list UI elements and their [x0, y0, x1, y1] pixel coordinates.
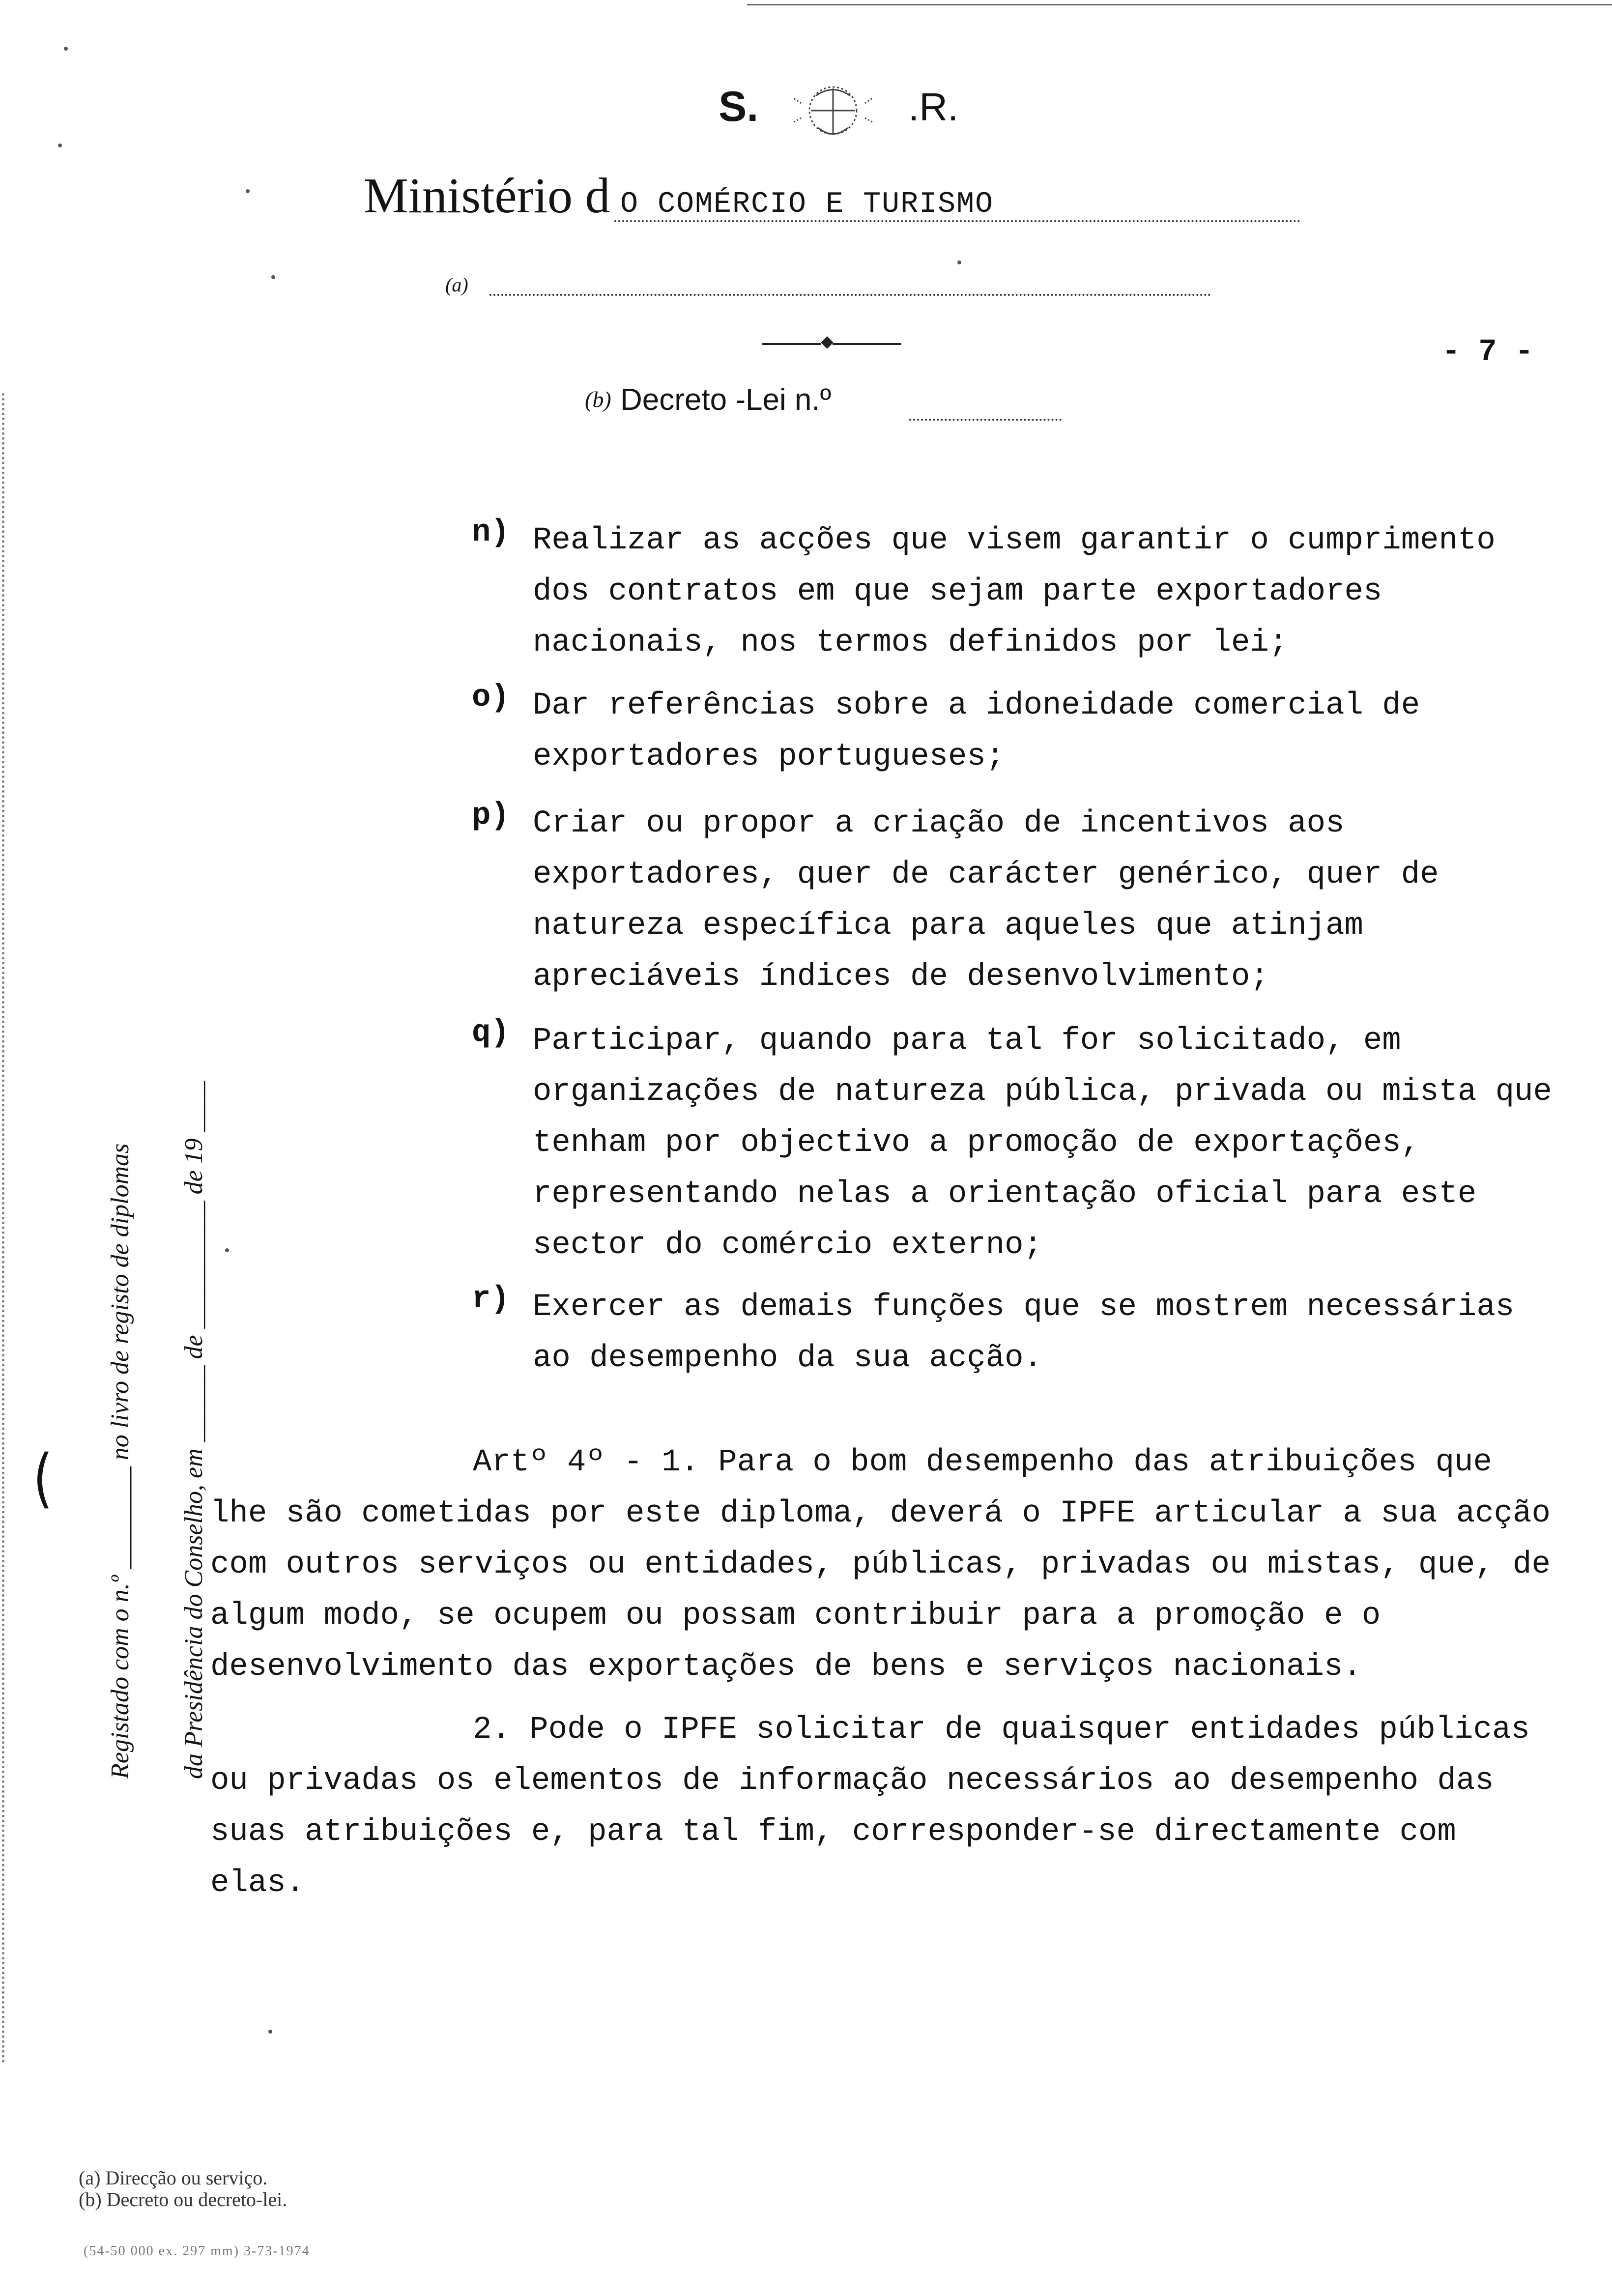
- left-border: [2, 393, 7, 2064]
- divider: [762, 343, 821, 345]
- decree-label: Decreto -Lei n.º: [620, 383, 832, 417]
- article-paragraph-1: Artº 4º - 1. Para o bom desempenho das atribuições que lhe são cometidas por este diploma, deverá o IPFE articular a sua acção com outros serviços ou entidades, públicas, privadas ou mistas, que, de algum modo, se ocupem ou possam contribuir para a promoção e o desenvolvimento das exportações de bens e serviços nacionais.: [210, 1445, 1551, 1685]
- coat-of-arms-icon: [781, 69, 885, 152]
- item-text: Participar, quando para tal for solicitado, em organizações de natureza pública, privada ou mista que tenham por objectivo a promoção de exportações, representando nelas a orientação oficial para este sector do comércio externo;: [533, 1023, 1552, 1263]
- footnote-b: (b) Decreto ou decreto-lei.: [79, 2188, 288, 2210]
- side-note-line-2: da Presidência do Conselho, em ______ de __________ de 19 ____: [180, 1081, 208, 1779]
- a-dotted-line: [489, 294, 1211, 296]
- item-text: Criar ou propor a criação de incentivos aos exportadores, quer de carácter genérico, quer de natureza específica para aqueles que atinjam apreciáveis índices de desenvolvimento;: [533, 806, 1439, 995]
- item-text: Exercer as demais funções que se mostrem necessárias ao desempenho da sua acção.: [533, 1290, 1515, 1376]
- print-reference: (54-50 000 ex. 297 mm) 3-73-1974: [84, 2243, 310, 2259]
- item-text: Dar referências sobre a idoneidade comercial de exportadores portugueses;: [533, 688, 1420, 775]
- side-bracket-icon: ⁀: [40, 1454, 111, 1506]
- item-letter: p): [472, 798, 510, 833]
- scan-speck: [58, 144, 62, 147]
- header-sr-left: S.: [719, 83, 759, 130]
- item-letter: r): [472, 1282, 510, 1317]
- scan-speck: [268, 2030, 272, 2034]
- a-label: (a): [445, 274, 468, 296]
- article-paragraph-2: 2. Pode o IPFE solicitar de quaisquer entidades públicas ou privadas os elementos de informação necessários ao desempenho das suas atribuições e, para tal fim, corresponder-se directamente com elas.: [210, 1712, 1530, 1901]
- ministry-label: Ministério d: [364, 168, 610, 224]
- footnote-a: (a) Direcção ou serviço.: [79, 2167, 268, 2189]
- scan-speck: [64, 47, 68, 51]
- header-sr-right: .R.: [908, 85, 959, 129]
- scan-speck: [271, 275, 275, 279]
- page-number: - 7 -: [1442, 334, 1534, 369]
- scan-speck: [246, 189, 250, 193]
- ministry-name: O COMÉRCIO E TURISMO: [620, 188, 994, 221]
- decree-dotted-line: [909, 419, 1062, 421]
- divider-diamond-icon: [821, 336, 833, 348]
- side-note-line-1: Registado com o n.º ________ no livro de registo de diplomas: [106, 1143, 134, 1779]
- scan-speck: [225, 1248, 229, 1252]
- item-letter: q): [472, 1015, 510, 1051]
- item-letter: o): [472, 680, 510, 716]
- b-label: (b): [585, 387, 611, 412]
- item-text: Realizar as acções que visem garantir o cumprimento dos contratos em que sejam parte exportadores nacionais, nos termos definidos por lei;: [533, 523, 1496, 660]
- side-registration-note: [84, 845, 231, 1779]
- ministry-underline: [614, 220, 1300, 222]
- divider: [833, 343, 901, 345]
- scan-speck: [957, 260, 961, 264]
- item-letter: n): [472, 515, 510, 550]
- top-rule: [747, 4, 1612, 5]
